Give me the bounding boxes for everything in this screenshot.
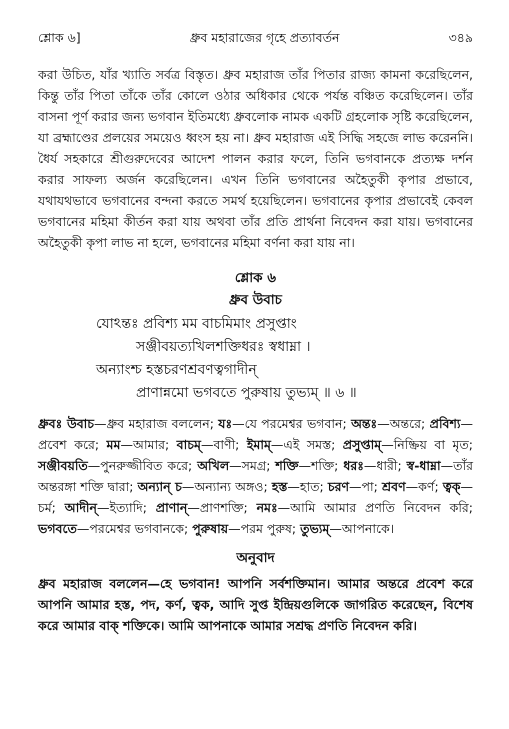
synonym-word: ত্বক্: [442, 479, 461, 494]
synonym-word: বাচম্: [176, 437, 201, 452]
synonym-word: ধ্রুবঃ উবাচ: [38, 416, 95, 431]
synonym-meaning: —যে পরমেশ্বর ভগবান;: [232, 416, 352, 431]
synonym-word: ধরঃ: [343, 458, 364, 473]
translation-heading: অনুবাদ: [236, 550, 275, 566]
synonym-meaning: —কর্ণ;: [405, 479, 443, 494]
synonym-meaning: —অন্যান্য অঙ্গও;: [181, 479, 272, 494]
synonym-word: প্রবিশ্য: [429, 416, 461, 431]
synonym-word: যঃ: [218, 416, 233, 431]
synonym-meaning: —ধ্রুব মহারাজ বললেন;: [94, 416, 219, 431]
running-header: [38, 30, 473, 52]
verse-reference: শ্লোক ৬]: [38, 30, 81, 45]
synonym-word: চরণ: [327, 479, 350, 494]
synonym-meaning: —নিষ্ক্রিয় বা মৃত;: [381, 437, 473, 452]
chapter-title: ধ্রুব মহারাজের গৃহে প্রত্যাবর্তন: [189, 30, 340, 45]
verse-speaker: ধ্রুব উবাচ: [229, 292, 282, 308]
synonym-meaning: —প্রবেশ করে;: [38, 416, 473, 452]
verse-line: অন্যাংশ্চ হস্তচরণশ্রবণত্বগাদীন্: [96, 362, 257, 378]
synonym-word: নমঃ: [256, 500, 278, 515]
synonym-word: হস্ত: [271, 479, 288, 494]
synonym-word: ইমাম্: [246, 437, 271, 452]
synonym-meaning: —হাত;: [287, 479, 328, 494]
synonym-meaning: —বাণী;: [200, 437, 247, 452]
synonym-word: শ্রবণ: [382, 479, 406, 494]
synonym-word: অন্যান্ চ: [137, 479, 182, 494]
synonym-meaning: —আমার;: [120, 437, 177, 452]
synonym-meaning: —চর্ম;: [38, 479, 473, 515]
verse-line: যোঽন্তঃ প্রবিশ্য মম বাচমিমাং প্রসুপ্তাং: [96, 316, 297, 332]
verse-line: সঞ্জীবয়ত্যখিলশক্তিধরঃ স্বধাম্না ।: [136, 339, 311, 355]
synonym-meaning: —তাঁর অন্তরঙ্গা শক্তি দ্বারা;: [38, 458, 473, 494]
page-number: ৩৪৯: [448, 30, 473, 45]
synonym-word: সঞ্জীবয়তি: [38, 458, 88, 473]
synonym-word: স্ব-ধাম্না: [406, 458, 441, 473]
synonym-word: অন্তঃ: [351, 416, 378, 431]
synonym-meaning: —এই সমস্ত;: [270, 437, 343, 452]
synonym-word: মম: [106, 437, 121, 452]
translation-text: ধ্রুব মহারাজ বললেন—হে ভগবান! আপনি সর্বশক্তিমান। আমার অন্তরে প্রবেশ করে আপনি আমার হস্ত, পদ, কর্ণ, ত্বক, আদি সুপ্ত ইন্দ্রিয়গুলিকে জাগরিত করেছেন, বিশেষ করে আমার বাক্ শক্তিকে। আমি আপনাকে আমার সশ্রদ্ধ প্রণতি নিবেদন করি।: [38, 576, 473, 633]
purport-paragraph: করা উচিত, যাঁর খ্যাতি সর্বত্র বিস্তৃত। ধ্রুব মহারাজ তাঁর পিতার রাজ্য কামনা করেছিলেন, কিন্তু তাঁর পিতা তাঁকে তাঁর কোলে ওঠার অধিকার থেকে পর্যন্ত বঞ্চিত করেছিলেন। তাঁর বাসনা পূর্ণ করার জন্য ভগবান ইতিমধ্যে ধ্রুবলোক নামক একটি গ্রহলোক সৃষ্টি করেছিলেন, যা ব্রহ্মাণ্ডের প্রলয়ের সময়েও ধ্বংস হয় না। ধ্রুব মহারাজ এই সিদ্ধি সহজে লাভ করেননি। ধৈর্য সহকারে শ্রীগুরুদেবের আদেশ পালন করার ফলে, তিনি ভগবানকে প্রত্যক্ষ দর্শন করার সাফল্য অর্জন করেছিলেন। এখন তিনি ভগবানের অহৈতুকী কৃপার প্রভাবে, যথাযথভাবে ভগবানের বন্দনা করতে সমর্থ হয়েছিলেন। ভগবানের কৃপার প্রভাবেই কেবল ভগবানের মহিমা কীর্তন করা যায় অথবা তাঁর প্রতি প্রার্থনা নিবেদন করা যায়। ভগবানের অহৈতুকী কৃপা লাভ না হলে, ভগবানের মহিমা বর্ণনা করা যায় না।: [38, 67, 473, 250]
verse-line: প্রাণান্নমো ভগবতে পুরুষায় তুভ্যম্ ॥ ৬ ॥: [136, 385, 357, 401]
synonym-word: আদীন্: [64, 500, 97, 515]
synonym-word: শক্তি: [275, 458, 299, 473]
verse-heading: শ্লোক ৬: [234, 270, 277, 286]
synonym-meaning: —প্রাণশক্তি;: [187, 500, 257, 515]
sanskrit-verse: [38, 313, 473, 405]
synonym-word: প্রসুপ্তাম্: [342, 437, 382, 452]
synonym-meaning: —শক্তি;: [298, 458, 344, 473]
synonym-meaning: —পুনরুজ্জীবিত করে;: [87, 458, 198, 473]
synonym-word: ভগবতে: [38, 521, 77, 536]
synonym-meaning: —আমি আমার প্রণতি নিবেদন করি;: [277, 500, 473, 515]
synonym-meaning: —ধারী;: [363, 458, 407, 473]
synonym-meaning: —পা;: [349, 479, 383, 494]
synonym-word: তুভ্যম্: [300, 521, 330, 536]
synonym-meaning: —আপনাকে।: [329, 521, 395, 536]
purport-text: [38, 64, 473, 253]
synonym-meaning: —সমগ্র;: [229, 458, 276, 473]
synonym-meaning: —অন্তরে;: [377, 416, 430, 431]
synonym-meaning: —পরমেশ্বর ভগবানকে;: [76, 521, 193, 536]
word-for-word-synonyms: [38, 413, 473, 539]
synonym-word: অখিল: [197, 458, 230, 473]
synonym-word: প্রাণান্: [155, 500, 188, 515]
synonym-meaning: —ইত্যাদি;: [96, 500, 156, 515]
synonym-word: পুরুষায়: [192, 521, 229, 536]
synonym-meaning: —পরম পুরুষ;: [228, 521, 301, 536]
